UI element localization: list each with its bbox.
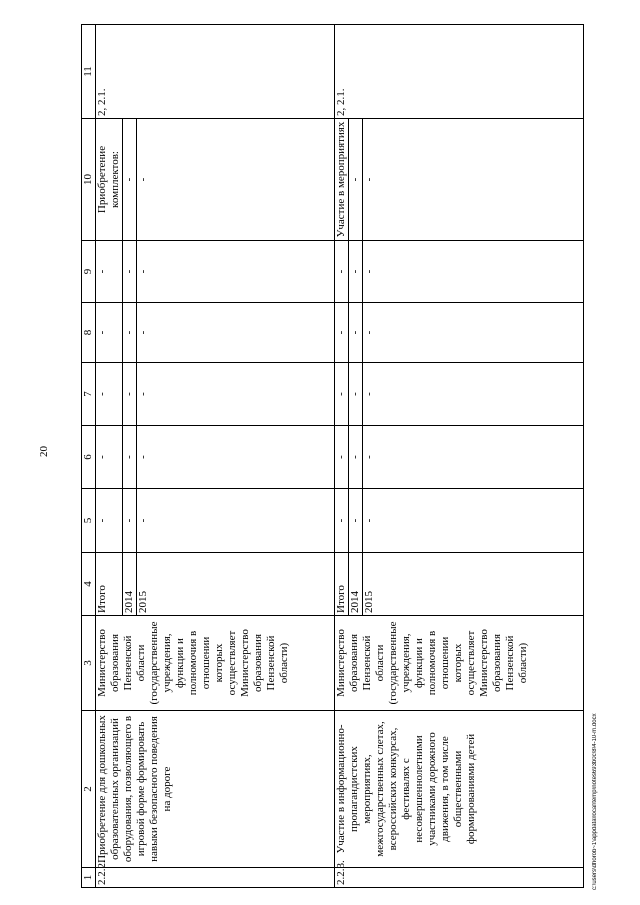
value-cell: - [363, 303, 584, 363]
period-cell: 2014 [123, 553, 137, 616]
column-header: 10 [82, 119, 96, 241]
value-cell: - [335, 489, 349, 553]
value-cell: - [335, 363, 349, 426]
value-cell: - [349, 119, 363, 241]
item-name: Участие в информационно-пропагандистских мероприятиях, межгосударственных слетах, всероссийских конкурсах, фестивалях с несовершеннолетними участниками дорожного движения, в том числе общественными формированиями детей [335, 711, 584, 868]
column-number-row [82, 25, 96, 888]
value-cell: - [137, 489, 335, 553]
file-path-footer: c:\users\dhorob~1\appdata\local\temp\notes693b0c\8\4-10-m.docx [592, 713, 598, 890]
item-number: 2.2.2. [96, 868, 335, 888]
item-executor: Министерство образования Пензенской области (государственные учреждения, функции и полномочия в отношении которых осуществляет Министерство образования Пензенской области) [335, 616, 584, 711]
value-cell: - [363, 363, 584, 426]
item-executor: Министерство образования Пензенской области (государственные учреждения, функции и полномочия в отношении которых осуществляет Министерство образования Пензенской области) [96, 616, 335, 711]
value-cell: - [123, 119, 137, 241]
column-header: 11 [82, 25, 96, 119]
period-cell: 2015 [363, 553, 584, 616]
page-number: 20 [38, 446, 50, 457]
value-cell: - [123, 363, 137, 426]
value-cell: - [96, 426, 123, 489]
data-table [81, 24, 584, 888]
value-cell: - [349, 363, 363, 426]
column-header: 3 [82, 616, 96, 711]
table-row [335, 25, 349, 888]
value-cell: - [349, 489, 363, 553]
table-frame [81, 25, 584, 888]
period-cell: Итого [335, 553, 349, 616]
period-cell: 2015 [137, 553, 335, 616]
value-cell: - [137, 426, 335, 489]
value-cell: - [363, 426, 584, 489]
item-number: 2.2.3. [335, 868, 584, 888]
value-cell: - [123, 489, 137, 553]
value-cell: - [123, 426, 137, 489]
value-cell: - [137, 363, 335, 426]
table-row [96, 25, 123, 888]
column-header: 2 [82, 711, 96, 868]
value-cell: - [137, 241, 335, 303]
value-cell: - [96, 241, 123, 303]
value-cell: - [123, 303, 137, 363]
value-cell: - [349, 303, 363, 363]
item-name: Приобретение для дошкольных образовательных организаций оборудования, позволяющего в игровой форме формировать навыки безопасного поведения на дороге [96, 711, 335, 868]
value-cell: - [363, 241, 584, 303]
column-header: 1 [82, 868, 96, 888]
reference-cell: 2, 2.1. [96, 25, 335, 119]
value-cell: - [335, 241, 349, 303]
column-header: 6 [82, 426, 96, 489]
column-header: 4 [82, 553, 96, 616]
value-cell: - [349, 241, 363, 303]
value-cell: - [96, 303, 123, 363]
column-header: 9 [82, 241, 96, 303]
result-cell: Приобретение комплектов: [96, 119, 123, 241]
period-cell: 2014 [349, 553, 363, 616]
column-header: 5 [82, 489, 96, 553]
value-cell: - [335, 426, 349, 489]
value-cell: - [137, 119, 335, 241]
value-cell: - [96, 489, 123, 553]
value-cell: - [363, 489, 584, 553]
value-cell: - [363, 119, 584, 241]
reference-cell: 2, 2.1. [335, 25, 584, 119]
value-cell: - [96, 363, 123, 426]
value-cell: - [123, 241, 137, 303]
result-cell: Участие в мероприятиях [335, 119, 349, 241]
period-cell: Итого [96, 553, 123, 616]
value-cell: - [349, 426, 363, 489]
column-header: 7 [82, 363, 96, 426]
value-cell: - [137, 303, 335, 363]
value-cell: - [335, 303, 349, 363]
column-header: 8 [82, 303, 96, 363]
